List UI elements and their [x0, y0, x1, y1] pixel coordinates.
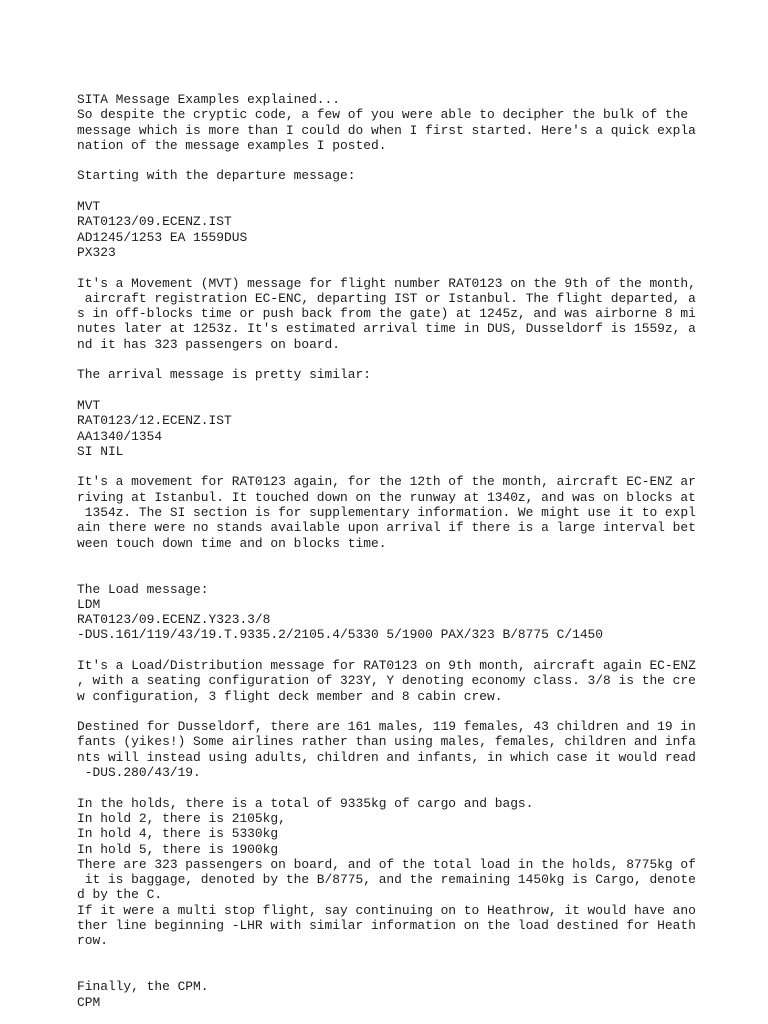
text-line: So despite the cryptic code, a few of you were able to decipher the bulk of the	[77, 107, 689, 123]
arrival-heading-paragraph	[77, 367, 737, 382]
text-line: It's a movement for RAT0123 again, for the 12th of the month, aircraft EC-ENZ ar	[77, 474, 696, 490]
code-line: RAT0123/09.ECENZ.IST	[77, 214, 232, 230]
departure-message-block	[77, 199, 737, 260]
code-line: CPM	[77, 994, 101, 1010]
document-title: SITA Message Examples explained...	[77, 92, 341, 107]
blank-line	[77, 704, 737, 719]
text-line: Finally, the CPM.	[77, 979, 209, 995]
blank-line	[77, 184, 737, 199]
text-line: In hold 2, there is 2105kg,	[77, 810, 286, 826]
text-line: In hold 5, there is 1900kg	[77, 841, 279, 857]
text-line: If it were a multi stop flight, say continuing on to Heathrow, it would have ano	[77, 902, 696, 918]
holds-paragraph	[77, 796, 737, 949]
passenger-breakdown-paragraph	[77, 719, 737, 780]
departure-heading-paragraph	[77, 168, 737, 183]
text-line: The Load message:	[77, 581, 209, 597]
code-line: RAT0123/09.ECENZ.Y323.3/8	[77, 612, 271, 628]
departure-explanation-paragraph	[77, 276, 737, 352]
text-line: nutes later at 1253z. It's estimated arrival time in DUS, Dusseldorf is 1559z, a	[77, 321, 696, 337]
blank-line	[77, 459, 737, 474]
text-line: ain there were no stands available upon arrival if there is a large interval bet	[77, 520, 696, 536]
load-message-block	[77, 582, 737, 643]
text-line: ther line beginning -LHR with similar information on the load destined for Heath	[77, 918, 696, 934]
text-line: w configuration, 3 flight deck member and 8 cabin crew.	[77, 688, 503, 704]
blank-lines	[77, 949, 737, 980]
blank-line	[77, 153, 737, 168]
text-line: fants (yikes!) Some airlines rather than using males, females, children and infa	[77, 734, 696, 750]
text-line: it is baggage, denoted by the B/8775, and the remaining 1450kg is Cargo, denote	[77, 872, 696, 888]
intro-paragraph	[77, 92, 737, 153]
code-line: AD1245/1253 EA 1559DUS	[77, 229, 248, 245]
document-body	[77, 92, 737, 1010]
text-line: nts will instead using adults, children and infants, in which case it would read	[77, 749, 696, 765]
text-line: In the holds, there is a total of 9335kg of cargo and bags.	[77, 795, 534, 811]
text-line: nd it has 323 passengers on board.	[77, 336, 341, 352]
text-line: -DUS.280/43/19.	[77, 765, 201, 781]
text-line: d by the C.	[77, 887, 163, 903]
blank-line	[77, 352, 737, 367]
text-line: ween touch down time and on blocks time.	[77, 535, 387, 551]
text-line: 1354z. The SI section is for supplementary information. We might use it to expl	[77, 505, 696, 521]
blank-line	[77, 780, 737, 795]
arrival-explanation-paragraph	[77, 474, 737, 550]
blank-line	[77, 260, 737, 275]
code-line: SI NIL	[77, 443, 124, 459]
text-line: s in off-blocks time or push back from the gate) at 1245z, and was airborne 8 mi	[77, 306, 696, 322]
arrival-message-block	[77, 398, 737, 459]
code-line: RAT0123/12.ECENZ.IST	[77, 413, 232, 429]
code-line: MVT	[77, 199, 101, 215]
text-line: In hold 4, there is 5330kg	[77, 826, 279, 842]
text-line: message which is more than I could do when I first started. Here's a quick expla	[77, 122, 696, 138]
code-line: LDM	[77, 596, 101, 612]
code-line: MVT	[77, 397, 101, 413]
text-line: , with a seating configuration of 323Y, Y denoting economy class. 3/8 is the cre	[77, 673, 696, 689]
code-line: AA1340/1354	[77, 428, 163, 444]
text-line: Destined for Dusseldorf, there are 161 males, 119 females, 43 children and 19 in	[77, 719, 696, 735]
text-line: The arrival message is pretty similar:	[77, 367, 371, 383]
text-line: aircraft registration EC-ENC, departing IST or Istanbul. The flight departed, a	[77, 290, 696, 306]
blank-lines	[77, 551, 737, 582]
text-line: There are 323 passengers on board, and of the total load in the holds, 8775kg of	[77, 856, 696, 872]
text-line: riving at Istanbul. It touched down on the runway at 1340z, and was on blocks at	[77, 489, 696, 505]
text-line: row.	[77, 933, 108, 949]
text-line: It's a Movement (MVT) message for flight number RAT0123 on the 9th of the month,	[77, 275, 696, 291]
blank-line	[77, 383, 737, 398]
text-line: Starting with the departure message:	[77, 168, 356, 184]
code-line: -DUS.161/119/43/19.T.9335.2/2105.4/5330 5/1900 PAX/323 B/8775 C/1450	[77, 627, 604, 643]
load-explanation-paragraph	[77, 658, 737, 704]
blank-line	[77, 643, 737, 658]
text-line: nation of the message examples I posted.	[77, 137, 387, 153]
text-line: It's a Load/Distribution message for RAT0123 on 9th month, aircraft again EC-ENZ	[77, 657, 696, 673]
code-line: PX323	[77, 244, 116, 260]
cpm-section	[77, 979, 737, 1010]
